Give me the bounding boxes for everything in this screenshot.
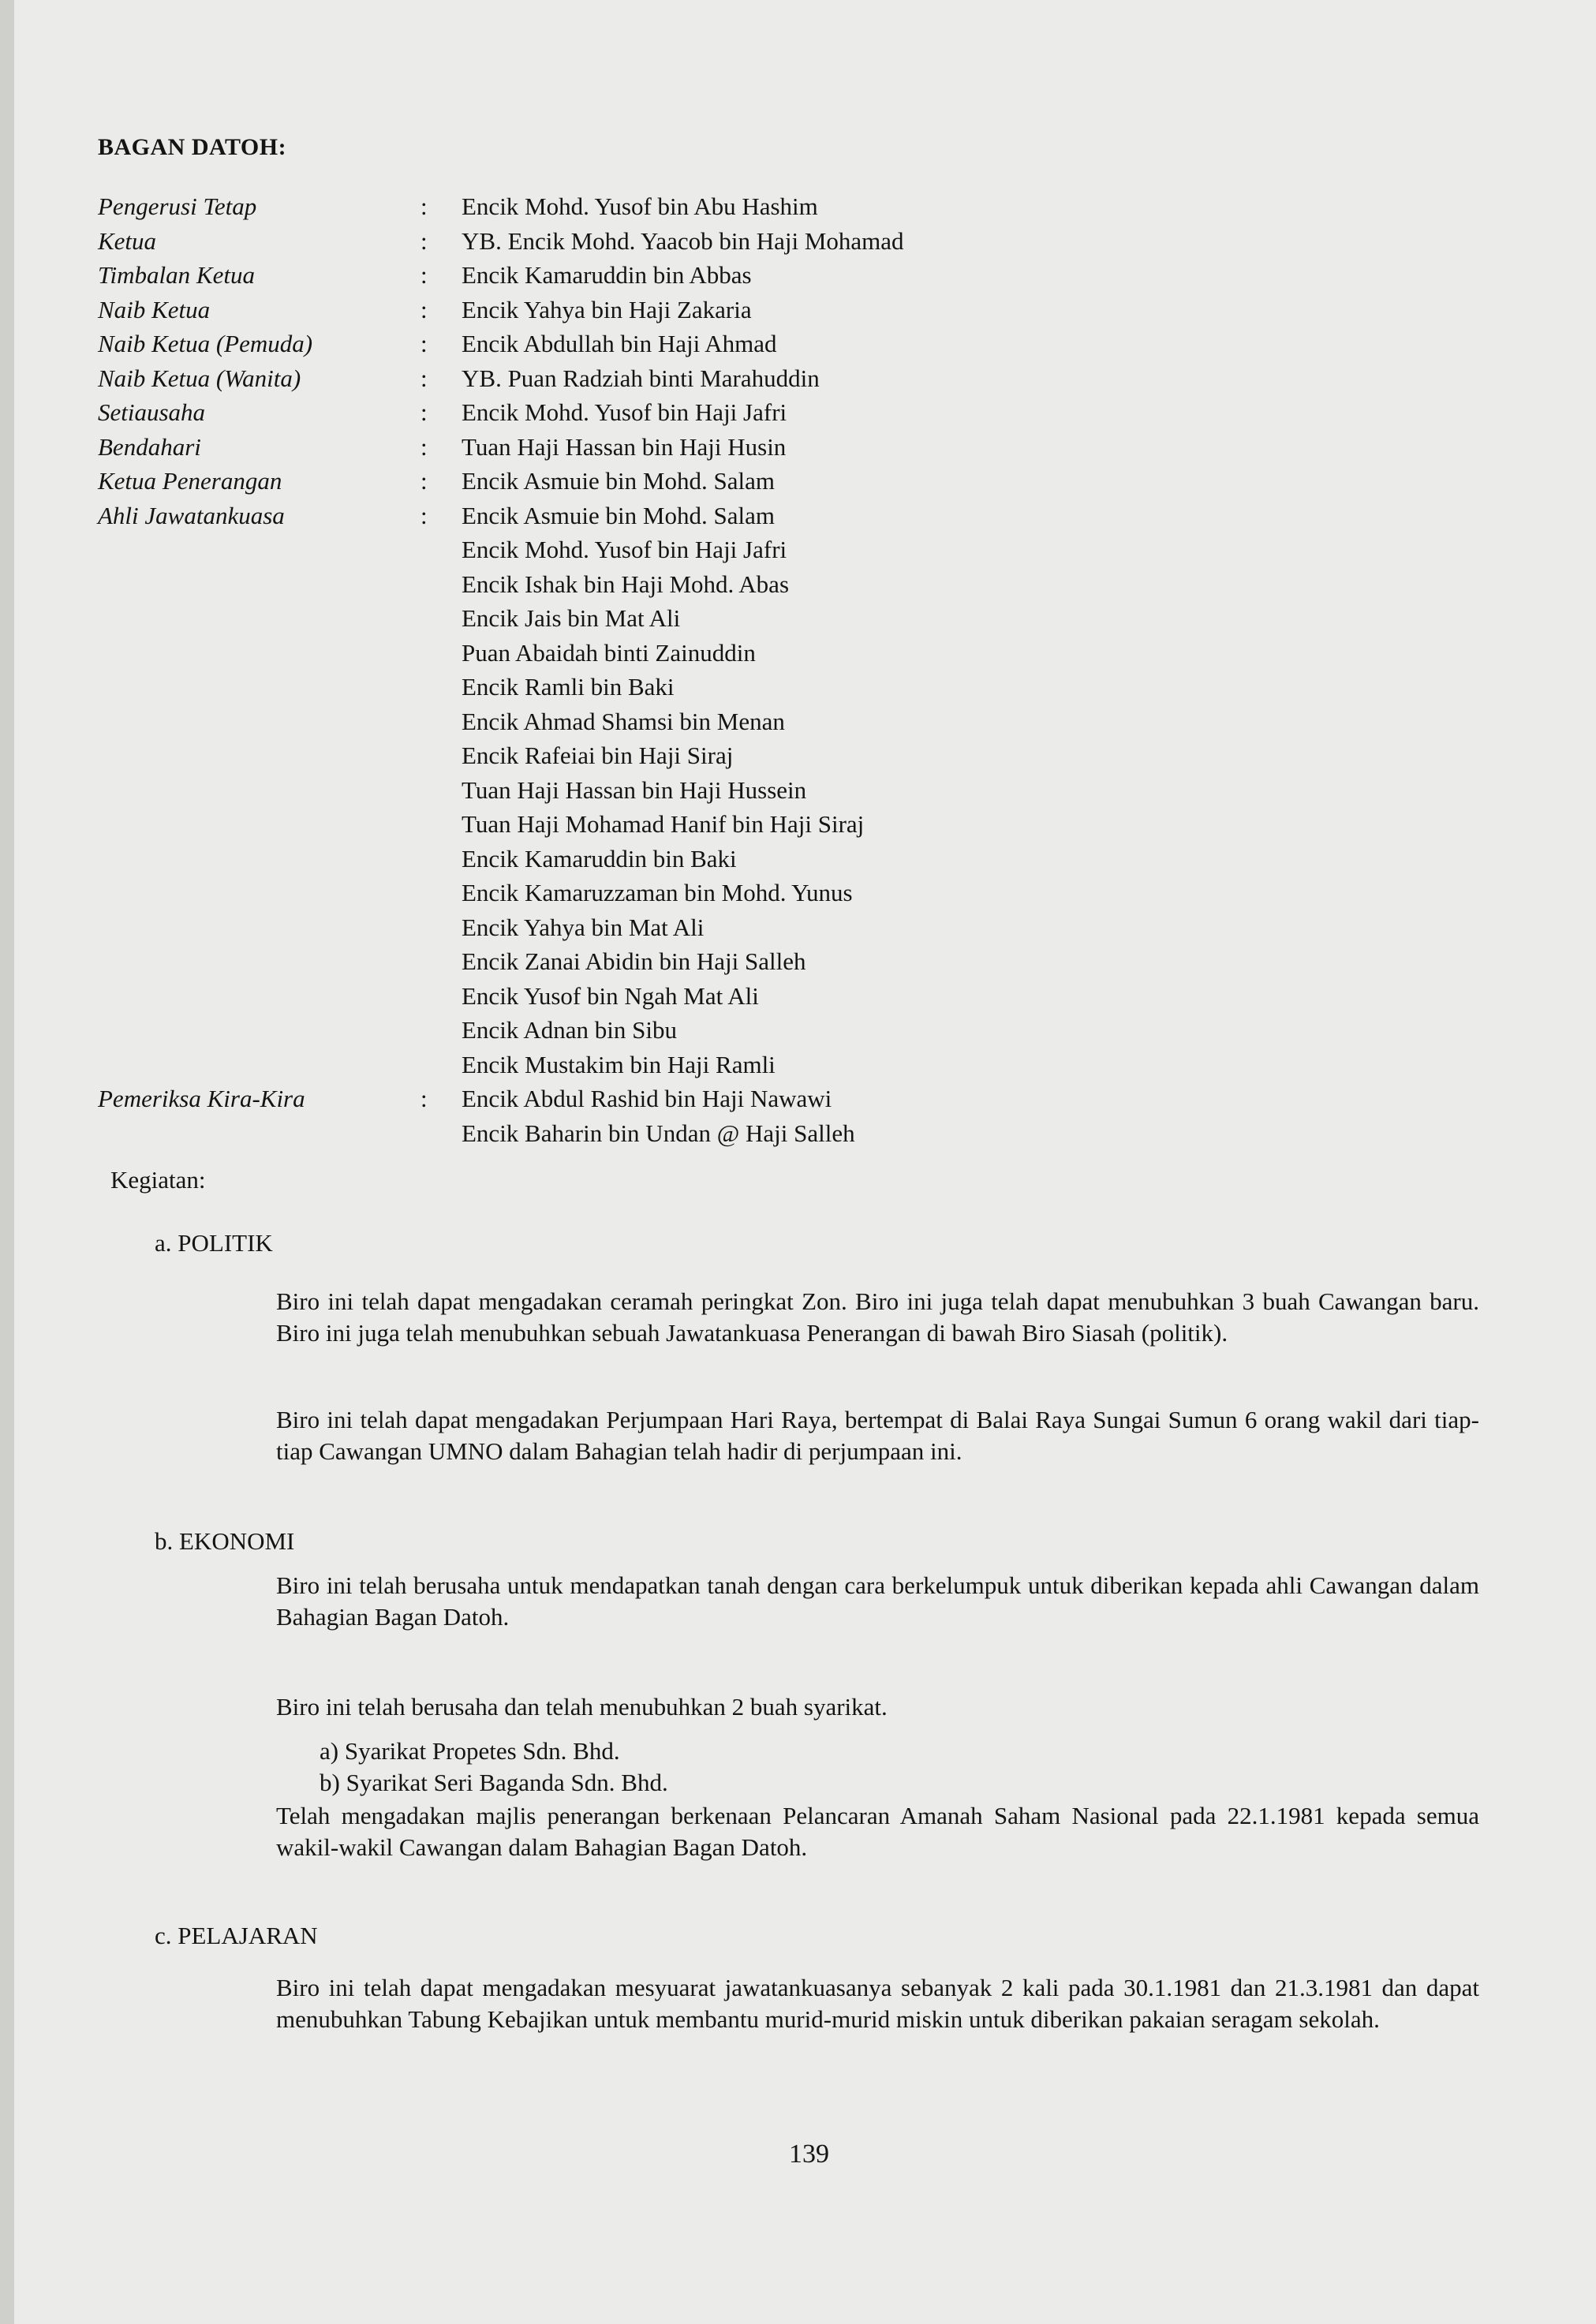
- committee-role: [98, 842, 312, 876]
- committee-role: [98, 1116, 312, 1151]
- committee-colon: :: [420, 364, 428, 392]
- committee-name: Encik Rafeiai bin Haji Siraj: [462, 742, 734, 769]
- committee-colon: [420, 807, 428, 842]
- committee-role: Naib Ketua (Pemuda): [98, 330, 313, 357]
- committee-colon: [420, 601, 428, 636]
- committee-role: Naib Ketua (Wanita): [98, 364, 301, 392]
- committee-colon: [420, 944, 428, 979]
- list-item: a) Syarikat Propetes Sdn. Bhd.: [320, 1737, 620, 1765]
- page-edge: [0, 0, 14, 2324]
- section-heading: BAGAN DATOH:: [98, 134, 287, 160]
- committee-name: Encik Baharin bin Undan @ Haji Salleh: [462, 1119, 855, 1147]
- committee-role: Naib Ketua: [98, 295, 211, 323]
- committee-role: Timbalan Ketua: [98, 261, 255, 289]
- committee-name: Encik Kamaruzzaman bin Mohd. Yunus: [462, 879, 853, 906]
- committee-role: [98, 567, 312, 602]
- committee-role: Bendahari: [98, 432, 201, 461]
- committee-colon: :: [420, 226, 428, 255]
- committee-colon: :: [420, 432, 428, 461]
- politik-paragraph-2: Biro ini telah dapat mengadakan Perjumpaan Hari Raya, bertempat di Balai Raya Sungai Sumun 6 orang wakil dari tiap-tiap Cawangan UMNO dalam Bahagian telah hadir di perjumpaan ini.: [276, 1406, 1479, 1465]
- committee-name: Encik Ishak bin Haji Mohd. Abas: [462, 570, 790, 598]
- committee-colon: :: [420, 398, 428, 426]
- committee-colon: [420, 876, 428, 910]
- committee-role: [98, 807, 312, 842]
- politik-title: a. POLITIK: [155, 1229, 273, 1257]
- committee-colon: [420, 773, 428, 808]
- pelajaran-paragraph-1: Biro ini telah dapat mengadakan mesyuarat jawatankuasanya sebanyak 2 kali pada 30.1.1981 dan 21.3.1981 dan dapat menubuhkan Tabung Kebajikan untuk membantu murid-murid miskin untuk diberikan pakaian seragam sekolah.: [276, 1974, 1479, 2033]
- committee-name: Encik Mohd. Yusof bin Haji Jafri: [462, 398, 787, 426]
- committee-colon: :: [420, 330, 428, 357]
- committee-name: Encik Yahya bin Mat Ali: [462, 913, 705, 941]
- kegiatan-title: Kegiatan:: [110, 1166, 206, 1194]
- committee-role: [98, 773, 312, 808]
- committee-name: Encik Yahya bin Haji Zakaria: [462, 295, 752, 323]
- committee-colons: [420, 189, 428, 1150]
- committee-role: [98, 1048, 312, 1082]
- committee-colon: [420, 979, 428, 1014]
- ekonomi-paragraph-3: Telah mengadakan majlis penerangan berkenaan Pelancaran Amanah Saham Nasional pada 22.1.1981 kepada semua wakil-wakil Cawangan dalam Bahagian Bagan Datoh.: [276, 1802, 1479, 1861]
- committee-role: [98, 944, 312, 979]
- committee-name: Encik Kamaruddin bin Baki: [462, 844, 737, 872]
- committee-role: Ketua: [98, 226, 157, 255]
- committee-name: Tuan Haji Hassan bin Haji Husin: [462, 432, 787, 461]
- committee-colon: [420, 738, 428, 773]
- committee-role: [98, 532, 312, 567]
- committee-name: YB. Puan Radziah binti Marahuddin: [462, 364, 820, 392]
- committee-colon: [420, 842, 428, 876]
- committee-name: Encik Asmuie bin Mohd. Salam: [462, 501, 775, 529]
- committee-colon: :: [420, 192, 428, 220]
- committee-role: Pengerusi Tetap: [98, 192, 257, 220]
- committee-name: Encik Mohd. Yusof bin Abu Hashim: [462, 192, 818, 220]
- committee-role: Pemeriksa Kira-Kira: [98, 1085, 305, 1112]
- committee-roles: [98, 189, 312, 1150]
- committee-name: Encik Ahmad Shamsi bin Menan: [462, 707, 785, 735]
- committee-role: [98, 670, 312, 704]
- committee-name: Encik Yusof bin Ngah Mat Ali: [462, 981, 759, 1010]
- committee-name: Encik Mohd. Yusof bin Haji Jafri: [462, 536, 787, 563]
- committee-name: Encik Asmuie bin Mohd. Salam: [462, 467, 775, 495]
- committee-role: [98, 1013, 312, 1048]
- committee-colon: [420, 1116, 428, 1151]
- ekonomi-paragraph-2: Biro ini telah berusaha dan telah menubuhkan 2 buah syarikat.: [276, 1693, 888, 1721]
- committee-colon: [420, 532, 428, 567]
- committee-role: [98, 876, 312, 910]
- committee-colon: :: [420, 501, 428, 529]
- committee-colon: [420, 567, 428, 602]
- committee-name: Tuan Haji Mohamad Hanif bin Haji Siraj: [462, 810, 865, 838]
- list-item: b) Syarikat Seri Baganda Sdn. Bhd.: [320, 1769, 668, 1796]
- pelajaran-title: c. PELAJARAN: [155, 1922, 318, 1949]
- committee-colon: [420, 636, 428, 671]
- committee-colon: [420, 1048, 428, 1082]
- committee-name: Encik Abdullah bin Haji Ahmad: [462, 330, 777, 357]
- committee-role: [98, 636, 312, 671]
- committee-colon: [420, 670, 428, 704]
- committee-name: Encik Abdul Rashid bin Haji Nawawi: [462, 1085, 832, 1112]
- committee-colon: [420, 704, 428, 739]
- ekonomi-company-list: [320, 1736, 668, 1799]
- committee-colon: [420, 1013, 428, 1048]
- committee-name: Encik Adnan bin Sibu: [462, 1016, 677, 1044]
- ekonomi-paragraph-1: Biro ini telah berusaha untuk mendapatkan tanah dengan cara berkelumpuk untuk diberikan kepada ahli Cawangan dalam Bahagian Bagan Datoh.: [276, 1571, 1479, 1631]
- committee-colon: :: [420, 261, 428, 289]
- committee-role: [98, 738, 312, 773]
- committee-name: YB. Encik Mohd. Yaacob bin Haji Mohamad: [462, 226, 904, 255]
- committee-colon: :: [420, 467, 428, 495]
- committee-role: [98, 601, 312, 636]
- committee-name: Encik Ramli bin Baki: [462, 673, 675, 701]
- committee-colon: :: [420, 1085, 428, 1112]
- ekonomi-title: b. EKONOMI: [155, 1527, 295, 1555]
- page-number: 139: [789, 2139, 829, 2169]
- committee-role: [98, 910, 312, 945]
- committee-role: Setiausaha: [98, 398, 206, 426]
- committee-names: [462, 189, 904, 1150]
- committee-name: Encik Zanai Abidin bin Haji Salleh: [462, 947, 806, 975]
- politik-paragraph-1: Biro ini telah dapat mengadakan ceramah peringkat Zon. Biro ini juga telah dapat menubuhkan 3 buah Cawangan baru. Biro ini juga telah menubuhkan sebuah Jawatankuasa Penerangan di bawah Biro Siasah (politik).: [276, 1287, 1479, 1347]
- committee-name: Puan Abaidah binti Zainuddin: [462, 638, 756, 667]
- committee-role: Ahli Jawatankuasa: [98, 501, 285, 529]
- committee-role: Ketua Penerangan: [98, 467, 282, 495]
- committee-name: Encik Kamaruddin bin Abbas: [462, 261, 752, 289]
- committee-role: [98, 979, 312, 1014]
- committee-colon: :: [420, 295, 428, 323]
- committee-name: Encik Mustakim bin Haji Ramli: [462, 1050, 776, 1078]
- committee-name: Encik Jais bin Mat Ali: [462, 604, 681, 632]
- committee-colon: [420, 910, 428, 945]
- committee-name: Tuan Haji Hassan bin Haji Hussein: [462, 775, 807, 804]
- committee-role: [98, 704, 312, 739]
